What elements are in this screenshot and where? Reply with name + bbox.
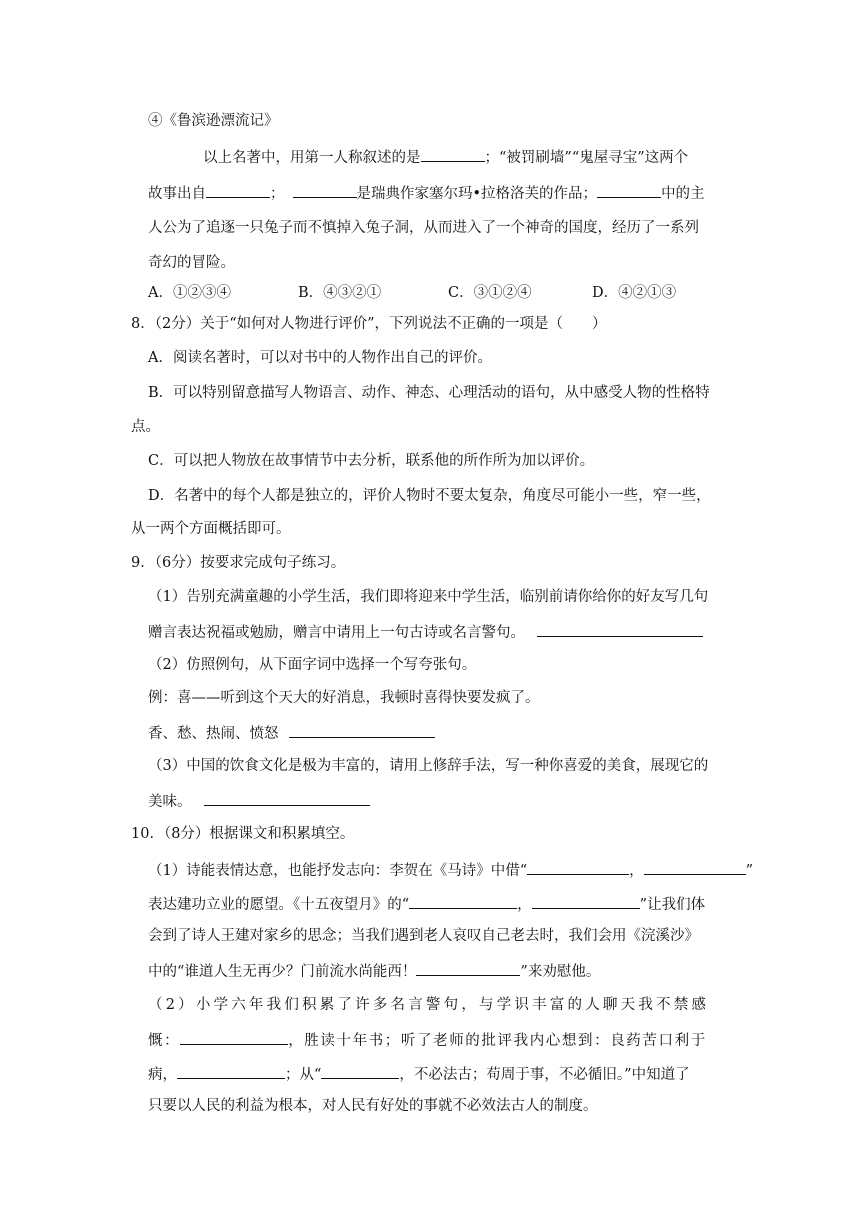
q9-sub1-line-1: （1）告别充满童趣的小学生活，我们即将迎来中学生活，临别前请你给你的好友写几句	[148, 589, 709, 605]
q10-part1-line-4: 中的“谁道人生无再少？门前流水尚能西！ ”来劝慰他。	[148, 960, 600, 982]
q8-option-a[interactable]: A．阅读名著时，可以对书中的人物作出自己的评价。	[148, 350, 492, 366]
q10-part1-line-2: 表达建功立业的愿望。《十五夜望月》的“ ， ”让我们体	[148, 893, 705, 915]
answer-blank[interactable]	[597, 182, 661, 198]
q9-sub2: （2）仿照例句，从下面字词中选择一个写夸张句。	[148, 657, 477, 673]
answer-blank[interactable]	[293, 182, 357, 198]
answer-blank[interactable]	[421, 146, 485, 162]
answer-blank[interactable]	[416, 960, 520, 976]
q9-sub1-line-2: 赠言表达祝福或勉励，赠言中请用上一句古诗或名言警句。	[148, 621, 703, 643]
answer-blank[interactable]	[409, 893, 517, 909]
q7-item-4: ④《鲁滨逊漂流记》	[148, 113, 279, 129]
q7-option-b[interactable]: B．④③②①	[298, 285, 382, 301]
q7-paragraph-line-4: 奇幻的冒险。	[148, 255, 235, 271]
q10-part2-line-4: 只要以人民的利益为根本，对人民有好处的事就不必效法古人的制度。	[148, 1098, 598, 1114]
q7-option-d[interactable]: D．④②①③	[592, 285, 677, 301]
q8-option-d-line-1[interactable]: D．名著中的每个人都是独立的，评价人物时不要太复杂，角度尽可能小一些，窄一些，	[148, 488, 711, 504]
q10-stem: 10．（8分）根据课文和积累填空。	[131, 826, 355, 842]
q7-option-c[interactable]: C．③①②④	[448, 285, 532, 301]
q7-paragraph-line-2: 故事出自 ； 是瑞典作家塞尔玛•拉格洛芙的作品； 中的主	[148, 182, 705, 204]
q10-part1-line-3: 会到了诗人王建对家乡的思念；当我们遇到老人哀叹自己老去时，我们会用《浣溪沙》	[148, 928, 699, 944]
q10-part2-line-2: 慨： ，胜读十年书；听了老师的批评我内心想到：良药苦口利于	[148, 1029, 707, 1051]
answer-blank[interactable]	[321, 1063, 399, 1079]
q8-option-b-line-1[interactable]: B．可以特别留意描写人物语言、动作、神态、心理活动的语句，从中感受人物的性格特	[148, 385, 710, 401]
q7-option-a[interactable]: A．①②③④	[148, 285, 231, 301]
q10-part2-line-3: 病， ；从“ ，不必法古；苟周于事，不必循旧。”中知道了	[148, 1063, 690, 1085]
answer-blank[interactable]	[537, 621, 703, 637]
q9-example: 例：喜——听到这个天大的好消息，我顿时喜得快要发疯了。	[148, 690, 540, 706]
q8-stem: 8．（2分）关于“如何对人物进行评价”，下列说法不正确的一项是（ ）	[131, 316, 607, 332]
q10-part1-line-1: （1）诗能表情达意，也能抒发志向：李贺在《马诗》中借“ ， ”	[148, 859, 753, 881]
answer-blank[interactable]	[644, 859, 746, 875]
q9-word-choices: 香、愁、热闹、愤怒	[148, 722, 435, 744]
answer-blank[interactable]	[204, 790, 370, 806]
q10-part2-line-1: （2）小学六年我们积累了许多名言警句，与学识丰富的人聊天我不禁感	[148, 997, 710, 1013]
q7-paragraph-line-3: 人公为了追逐一只兔子而不慎掉入兔子洞，从而进入了一个神奇的国度，经历了一系列	[148, 220, 699, 236]
answer-blank[interactable]	[289, 722, 435, 738]
answer-blank[interactable]	[532, 893, 640, 909]
answer-blank[interactable]	[177, 1063, 285, 1079]
q8-option-c[interactable]: C．可以把人物放在故事情节中去分析，联系他的所作所为加以评价。	[148, 453, 595, 469]
q9-sub3-line-1: （3）中国的饮食文化是极为丰富的，请用上修辞手法，写一种你喜爱的美食，展现它的	[148, 758, 709, 774]
q8-option-b-line-2: 点。	[131, 419, 160, 435]
q9-sub3-line-2: 美味。	[148, 790, 370, 812]
answer-blank[interactable]	[180, 1029, 288, 1045]
q8-option-d-line-2: 从一两个方面概括即可。	[131, 521, 291, 537]
q7-paragraph-line-1: 以上名著中，用第一人称叙述的是 ；“被罚刷墙”“鬼屋寻宝”这两个	[203, 146, 688, 168]
answer-blank[interactable]	[206, 182, 270, 198]
answer-blank[interactable]	[527, 859, 629, 875]
q9-stem: 9．（6分）按要求完成句子练习。	[131, 555, 346, 571]
